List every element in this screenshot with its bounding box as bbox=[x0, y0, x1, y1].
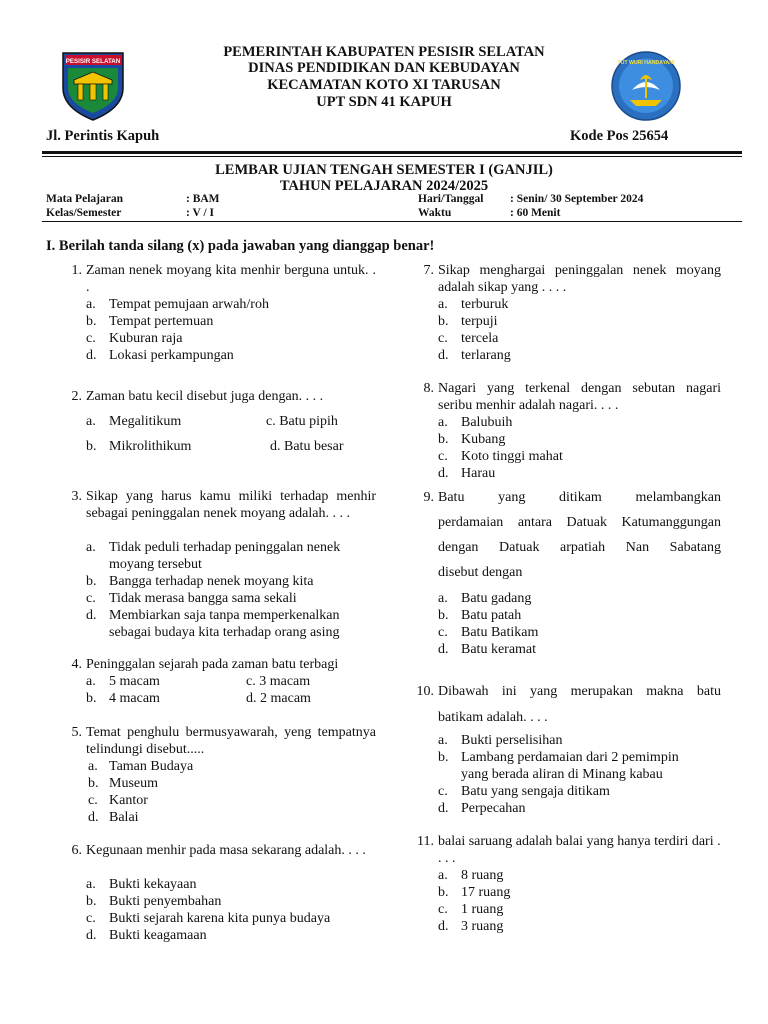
header-divider-thick bbox=[42, 151, 742, 154]
meta-divider bbox=[42, 221, 742, 222]
class-value: : V / I bbox=[186, 207, 215, 219]
header-line-2: DINAS PENDIDIKAN DAN KEBUDAYAN bbox=[248, 60, 520, 76]
time-label: Waktu bbox=[418, 207, 452, 219]
question-text: Peninggalan sejarah pada zaman batu terbagi bbox=[86, 657, 339, 672]
question-text: Zaman nenek moyang kita menhir berguna untuk. . . bbox=[86, 263, 376, 295]
logo-text: TUT WURI HANDAYANI bbox=[617, 60, 675, 66]
option-d[interactable]: d. 2 macam bbox=[246, 691, 311, 706]
option-d-continued: sebagai budaya kita terhadap orang asing bbox=[109, 625, 340, 640]
postcode: Kode Pos 25654 bbox=[570, 128, 669, 144]
question-text-line-2: perdamaian antara Datuak Katumanggungan bbox=[438, 515, 721, 530]
address: Jl. Perintis Kapuh bbox=[46, 128, 160, 144]
option-c[interactable]: c. 3 macam bbox=[246, 674, 311, 689]
question-text: Temat penghulu bermusyawarah, yeng tempatnya telindungi disebut..... bbox=[86, 725, 376, 757]
question-number: 2. bbox=[71, 389, 82, 404]
day-label: Hari/Tanggal bbox=[418, 193, 484, 205]
question-number: 6. bbox=[71, 843, 82, 858]
class-label: Kelas/Semester bbox=[46, 207, 122, 219]
exam-year: TAHUN PELAJARAN 2024/2025 bbox=[279, 178, 489, 194]
question-number: 9. bbox=[423, 490, 434, 505]
logo-text: PESISIR SELATAN bbox=[65, 58, 121, 65]
question-text-line-3: dengan Datuak arpatiah Nan Sabatang bbox=[438, 540, 721, 555]
option-d[interactable]: d. Batu besar bbox=[270, 439, 344, 454]
day-value: : Senin/ 30 September 2024 bbox=[510, 193, 644, 205]
subject-label: Mata Pelajaran bbox=[46, 193, 123, 205]
time-value: : 60 Menit bbox=[510, 207, 561, 219]
option-b-continued: yang berada aliran di Minang kabau bbox=[461, 767, 663, 782]
header-line-4: UPT SDN 41 KAPUH bbox=[316, 94, 452, 110]
question-number: 8. bbox=[423, 381, 434, 396]
question-number: 3. bbox=[71, 489, 82, 504]
question-text: Zaman batu kecil disebut juga dengan. . . . bbox=[86, 389, 324, 404]
option-c[interactable]: c. Batu pipih bbox=[266, 414, 338, 429]
question-text: Sikap menghargai peninggalan nenek moyang adalah sikap yang . . . . bbox=[438, 263, 721, 295]
question-text: Sikap yang harus kamu miliki terhadap menhir sebagai peninggalan nenek moyang adalah. . . . bbox=[86, 489, 376, 521]
question-text: balai saruang adalah balai yang hanya terdiri dari . . . . bbox=[438, 834, 721, 866]
question-number: 10. bbox=[416, 684, 434, 699]
question-text: Kegunaan menhir pada masa sekarang adalah. . . . bbox=[86, 843, 366, 858]
question-number: 4. bbox=[71, 657, 82, 672]
header-divider-thin bbox=[42, 156, 742, 157]
instruction: I. Berilah tanda silang (x) pada jawaban yang dianggap benar! bbox=[46, 238, 435, 254]
question-text-line-1: Batu yang ditikam melambangkan bbox=[438, 490, 721, 505]
question-text-line-2: batikam adalah. . . . bbox=[438, 710, 548, 725]
subject-value: : BAM bbox=[186, 193, 220, 205]
question-number: 1. bbox=[71, 263, 82, 278]
header-line-1: PEMERINTAH KABUPATEN PESISIR SELATAN bbox=[223, 44, 545, 60]
header-line-3: KECAMATAN KOTO XI TARUSAN bbox=[267, 77, 501, 93]
option-a-continued: moyang tersebut bbox=[109, 557, 202, 572]
question-number: 5. bbox=[71, 725, 82, 740]
exam-title: LEMBAR UJIAN TENGAH SEMESTER I (GANJIL) bbox=[215, 162, 553, 178]
question-text-line-1: Dibawah ini yang merupakan makna batu bbox=[438, 684, 721, 699]
question-text: Nagari yang terkenal dengan sebutan nagari seribu menhir adalah nagari. . . . bbox=[438, 381, 721, 413]
question-text-line-4: disebut dengan bbox=[438, 565, 523, 580]
question-number: 11. bbox=[417, 834, 434, 849]
question-number: 7. bbox=[423, 263, 434, 278]
